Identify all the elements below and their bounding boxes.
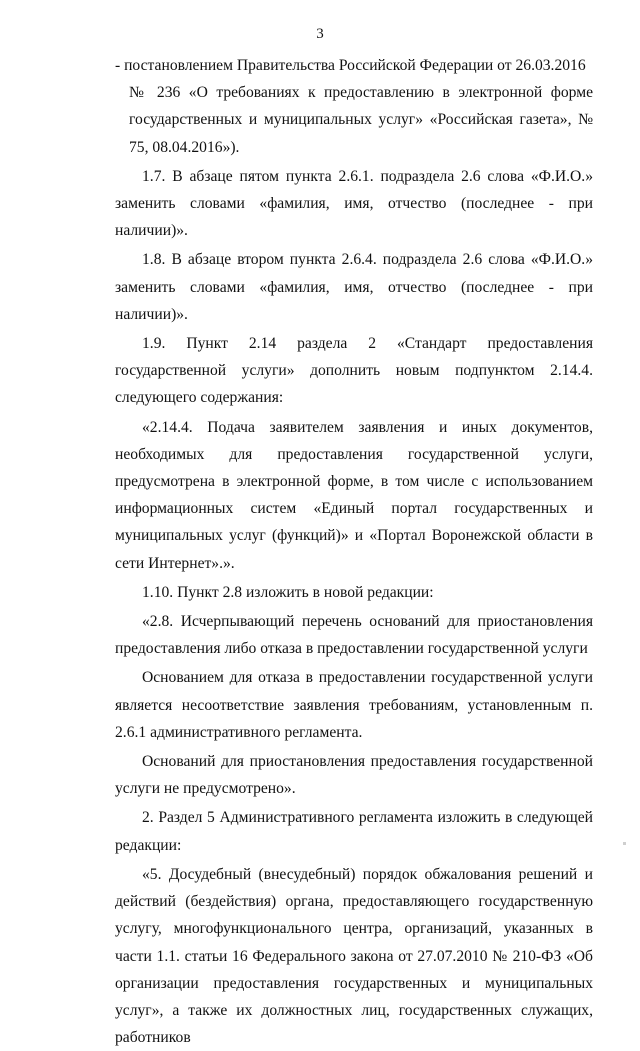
paragraph-refusal-grounds: Основанием для отказа в предоставлении государственной услуги является несоответствие заявления требованиям, установленным п. 2.6.1 административного регламента.: [115, 669, 593, 741]
paragraph-list-item: - постановлением Правительства Российской Федерации от 26.03.2016: [115, 57, 586, 74]
page-number: 3: [316, 26, 324, 42]
document-body: [115, 52, 593, 1051]
paragraph-section-2: 2. Раздел 5 Административного регламента изложить в следующей редакции:: [115, 809, 593, 854]
paragraph-2-14-4: «2.14.4. Подача заявителем заявления и иных документов, необходимых для предоставления государственной услуги, предусмотрена в электронной форме, в том числе с использованием информационных систем «Единый портал государственных и муниципальных услуг (функций)» и «Портал Воронежской области в сети Интернет».».: [115, 418, 593, 572]
paragraph-1-7: 1.7. В абзаце пятом пункта 2.6.1. подраздела 2.6 слова «Ф.И.О.» заменить словами «фамилия, имя, отчество (последнее - при наличии)».: [115, 167, 593, 240]
paragraph-1-9: 1.9. Пункт 2.14 раздела 2 «Стандарт предоставления государственной услуги» дополнить новым подпунктом 2.14.4. следующего содержания:: [115, 335, 593, 407]
scan-speck: [623, 842, 626, 845]
paragraph-1-8: 1.8. В абзаце втором пункта 2.6.4. подраздела 2.6 слова «Ф.И.О.» заменить словами «фамилия, имя, отчество (последнее - при наличии)».: [115, 251, 593, 323]
paragraph-suspension-grounds: Оснований для приостановления предоставления государственной услуги не предусмотрено».: [115, 753, 593, 798]
paragraph-section-5: «5. Досудебный (внесудебный) порядок обжалования решений и действий (бездействия) органа, предоставляющего государственную услугу, многофункционального центра, организаций, указанных в части 1.1. статьи 16 Федерального закона от 27.07.2010 № 210-ФЗ «Об организации предоставления государственных и муниципальных услуг», а также их должностных лиц, государственных служащих, работников: [115, 865, 593, 1047]
paragraph-2-8-heading: «2.8. Исчерпывающий перечень оснований для приостановления предоставления либо отказа в предоставлении государственной услуги: [115, 613, 593, 658]
paragraph-1-10: 1.10. Пункт 2.8 изложить в новой редакции:: [142, 583, 434, 601]
paragraph-list-continuation: № 236 «О требованиях к предоставлению в электронной форме государственных и муниципальных услуг» «Российская газета», № 75, 08.04.2016»).: [129, 84, 593, 156]
